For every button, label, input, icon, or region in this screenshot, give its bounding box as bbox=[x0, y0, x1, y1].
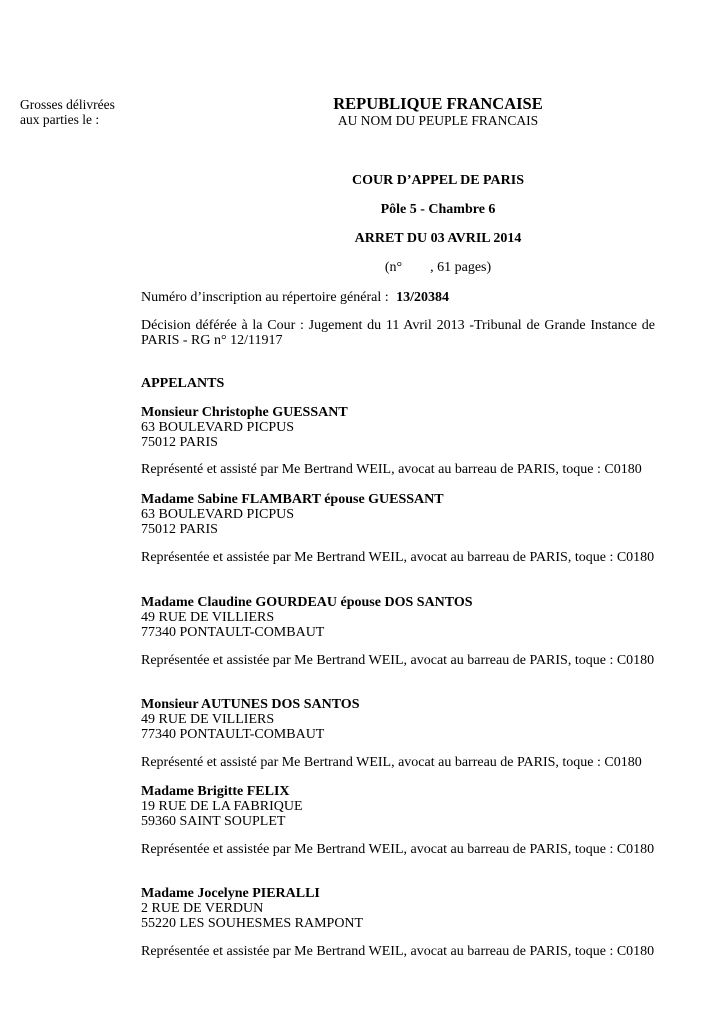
margin-note-line-2: aux parties le : bbox=[20, 112, 100, 127]
party-representation: Représenté et assisté par Me Bertrand WEIL, avocat au barreau de PARIS, toque : C0180 bbox=[141, 755, 642, 770]
page-count: (n° , 61 pages) bbox=[384, 260, 492, 275]
party-name: Madame Jocelyne PIERALLI bbox=[141, 886, 320, 901]
party-address-line-1: 49 RUE DE VILLIERS bbox=[141, 610, 275, 625]
party-representation: Représentée et assistée par Me Bertrand WEIL, avocat au barreau de PARIS, toque : C0180 bbox=[141, 842, 655, 857]
decision-text: Décision déférée à la Cour : Jugement du 11 Avril 2013 -Tribunal de Grande Instance de PARIS - RG n° 12/11917 bbox=[141, 318, 655, 348]
party-block bbox=[141, 886, 655, 931]
party-representation: Représenté et assisté par Me Bertrand WEIL, avocat au barreau de PARIS, toque : C0180 bbox=[141, 462, 642, 477]
party-address-line-1: 63 BOULEVARD PICPUS bbox=[141, 507, 294, 522]
party-address-line-2: 77340 PONTAULT-COMBAUT bbox=[141, 727, 325, 742]
inscription-label: Numéro d’inscription au répertoire général : bbox=[141, 290, 389, 305]
party-address-line-1: 49 RUE DE VILLIERS bbox=[141, 712, 275, 727]
party-block bbox=[141, 405, 655, 450]
margin-note-line-1: Grosses délivrées bbox=[20, 97, 115, 112]
party-representation: Représentée et assistée par Me Bertrand WEIL, avocat au barreau de PARIS, toque : C0180 bbox=[141, 550, 655, 565]
document-header bbox=[140, 95, 656, 128]
party-address-line-1: 2 RUE DE VERDUN bbox=[141, 901, 264, 916]
party-address-line-2: 75012 PARIS bbox=[141, 435, 218, 450]
party-name: Madame Claudine GOURDEAU épouse DOS SANTOS bbox=[141, 595, 473, 610]
margin-note bbox=[20, 97, 115, 127]
arret-date: ARRET DU 03 AVRIL 2014 bbox=[354, 231, 522, 246]
party-address-line-1: 63 BOULEVARD PICPUS bbox=[141, 420, 294, 435]
party-name: Madame Sabine FLAMBART épouse GUESSANT bbox=[141, 492, 444, 507]
republic-subtitle: AU NOM DU PEUPLE FRANCAIS bbox=[337, 113, 539, 128]
party-representation: Représentée et assistée par Me Bertrand WEIL, avocat au barreau de PARIS, toque : C0180 bbox=[141, 653, 655, 668]
party-block bbox=[141, 595, 655, 640]
party-address-line-2: 77340 PONTAULT-COMBAUT bbox=[141, 625, 325, 640]
court-chamber: Pôle 5 - Chambre 6 bbox=[380, 202, 496, 217]
party-block bbox=[141, 697, 655, 742]
inscription-line bbox=[141, 290, 655, 305]
party-name: Madame Brigitte FELIX bbox=[141, 784, 290, 799]
party-address-line-2: 75012 PARIS bbox=[141, 522, 218, 537]
party-address-line-1: 19 RUE DE LA FABRIQUE bbox=[141, 799, 303, 814]
party-block bbox=[141, 784, 655, 829]
inscription-number: 13/20384 bbox=[396, 290, 450, 305]
party-address-line-2: 59360 SAINT SOUPLET bbox=[141, 814, 286, 829]
party-name: Monsieur Christophe GUESSANT bbox=[141, 405, 348, 420]
section-title-appelants: APPELANTS bbox=[141, 376, 225, 391]
republic-title: REPUBLIQUE FRANCAISE bbox=[333, 94, 543, 113]
party-address-line-2: 55220 LES SOUHESMES RAMPONT bbox=[141, 916, 364, 931]
party-name: Monsieur AUTUNES DOS SANTOS bbox=[141, 697, 360, 712]
court-name: COUR D’APPEL DE PARIS bbox=[351, 173, 525, 188]
party-block bbox=[141, 492, 655, 537]
party-representation: Représentée et assistée par Me Bertrand WEIL, avocat au barreau de PARIS, toque : C0180 bbox=[141, 944, 655, 959]
